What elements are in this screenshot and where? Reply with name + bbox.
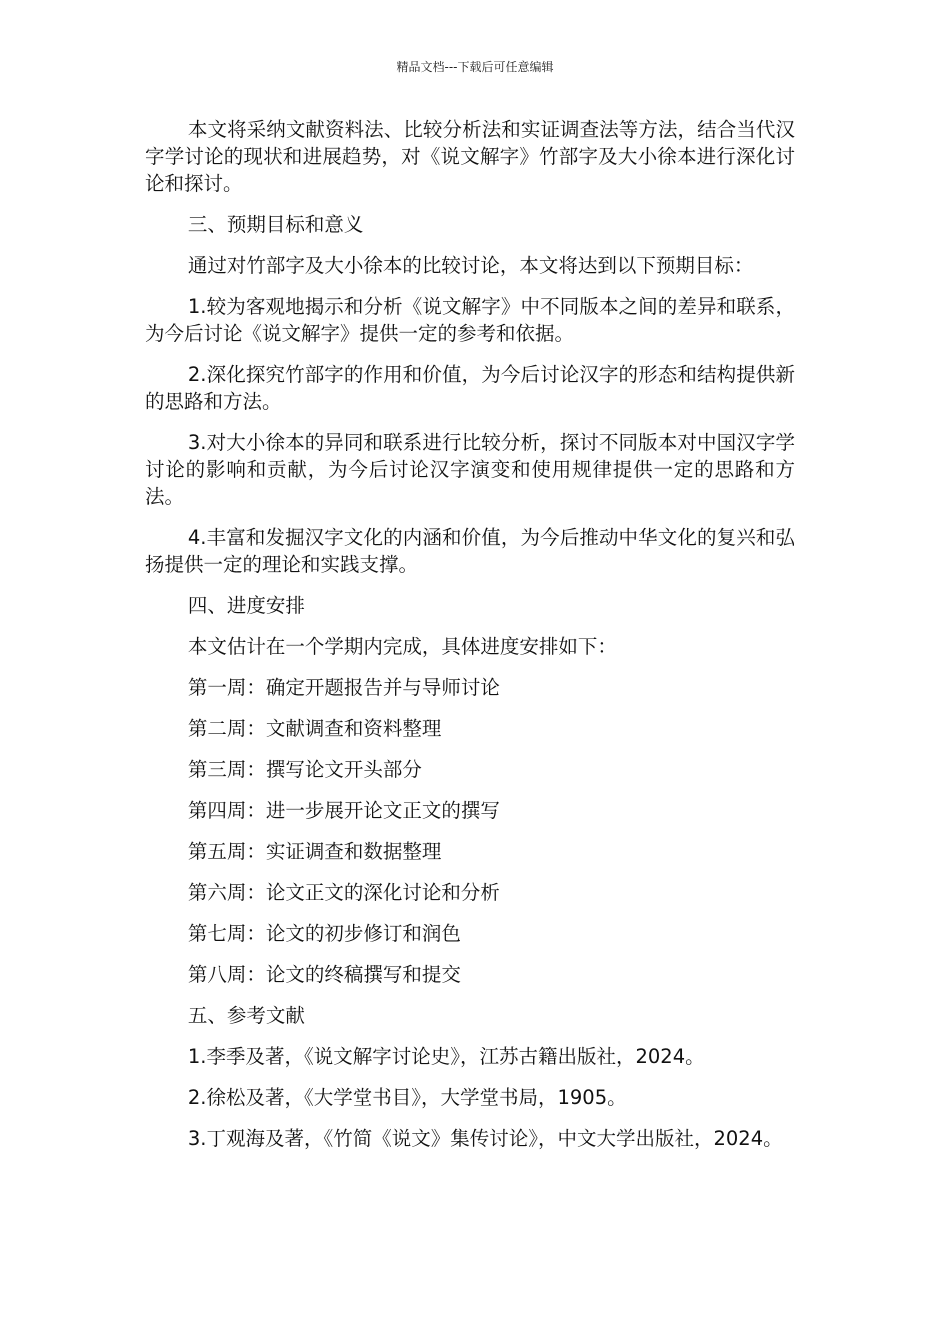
goal-item-4: 4.丰富和发掘汉字文化的内涵和价值，为今后推动中华文化的复兴和弘扬提供一定的理论和实践支撑。 <box>145 526 795 576</box>
schedule-item-week-5: 第五周：实证调查和数据整理 <box>187 840 442 863</box>
schedule-item-week-2: 第二周：文献调查和资料整理 <box>187 717 442 740</box>
paragraph-schedule-intro: 本文估计在一个学期内完成，具体进度安排如下： <box>187 635 617 658</box>
section-heading-goals: 三、预期目标和意义 <box>187 213 364 236</box>
schedule-item-week-4: 第四周：进一步展开论文正文的撰写 <box>187 799 500 822</box>
schedule-item-week-1: 第一周：确定开题报告并与导师讨论 <box>187 676 500 699</box>
reference-item-3: 3.丁观海及著，《竹简《说文》集传讨论》，中文大学出版社，2024。 <box>187 1127 783 1150</box>
schedule-item-week-3: 第三周：撰写论文开头部分 <box>187 758 422 781</box>
section-heading-schedule: 四、进度安排 <box>187 594 305 617</box>
document-body <box>145 116 795 1166</box>
page-header: 精品文档---下载后可任意编辑 <box>396 60 554 74</box>
paragraph-goals-intro: 通过对竹部字及大小徐本的比较讨论，本文将达到以下预期目标： <box>187 254 754 277</box>
reference-item-1: 1.李季及著，《说文解字讨论史》，江苏古籍出版社，2024。 <box>187 1045 705 1068</box>
goal-item-1: 1.较为客观地揭示和分析《说文解字》中不同版本之间的差异和联系，为今后讨论《说文解字》提供一定的参考和依据。 <box>145 295 795 345</box>
reference-item-2: 2.徐松及著，《大学堂书目》，大学堂书局，1905。 <box>187 1086 627 1109</box>
section-heading-references: 五、参考文献 <box>187 1004 305 1027</box>
schedule-item-week-8: 第八周：论文的终稿撰写和提交 <box>187 963 461 986</box>
goal-item-2: 2.深化探究竹部字的作用和价值，为今后讨论汉字的形态和结构提供新的思路和方法。 <box>145 363 795 413</box>
paragraph-methods: 本文将采纳文献资料法、比较分析法和实证调查法等方法，结合当代汉字学讨论的现状和进展趋势，对《说文解字》竹部字及大小徐本进行深化讨论和探讨。 <box>145 118 795 195</box>
schedule-item-week-7: 第七周：论文的初步修订和润色 <box>187 922 461 945</box>
goal-item-3: 3.对大小徐本的异同和联系进行比较分析，探讨不同版本对中国汉字学讨论的影响和贡献，为今后讨论汉字演变和使用规律提供一定的思路和方法。 <box>145 431 795 508</box>
schedule-item-week-6: 第六周：论文正文的深化讨论和分析 <box>187 881 500 904</box>
